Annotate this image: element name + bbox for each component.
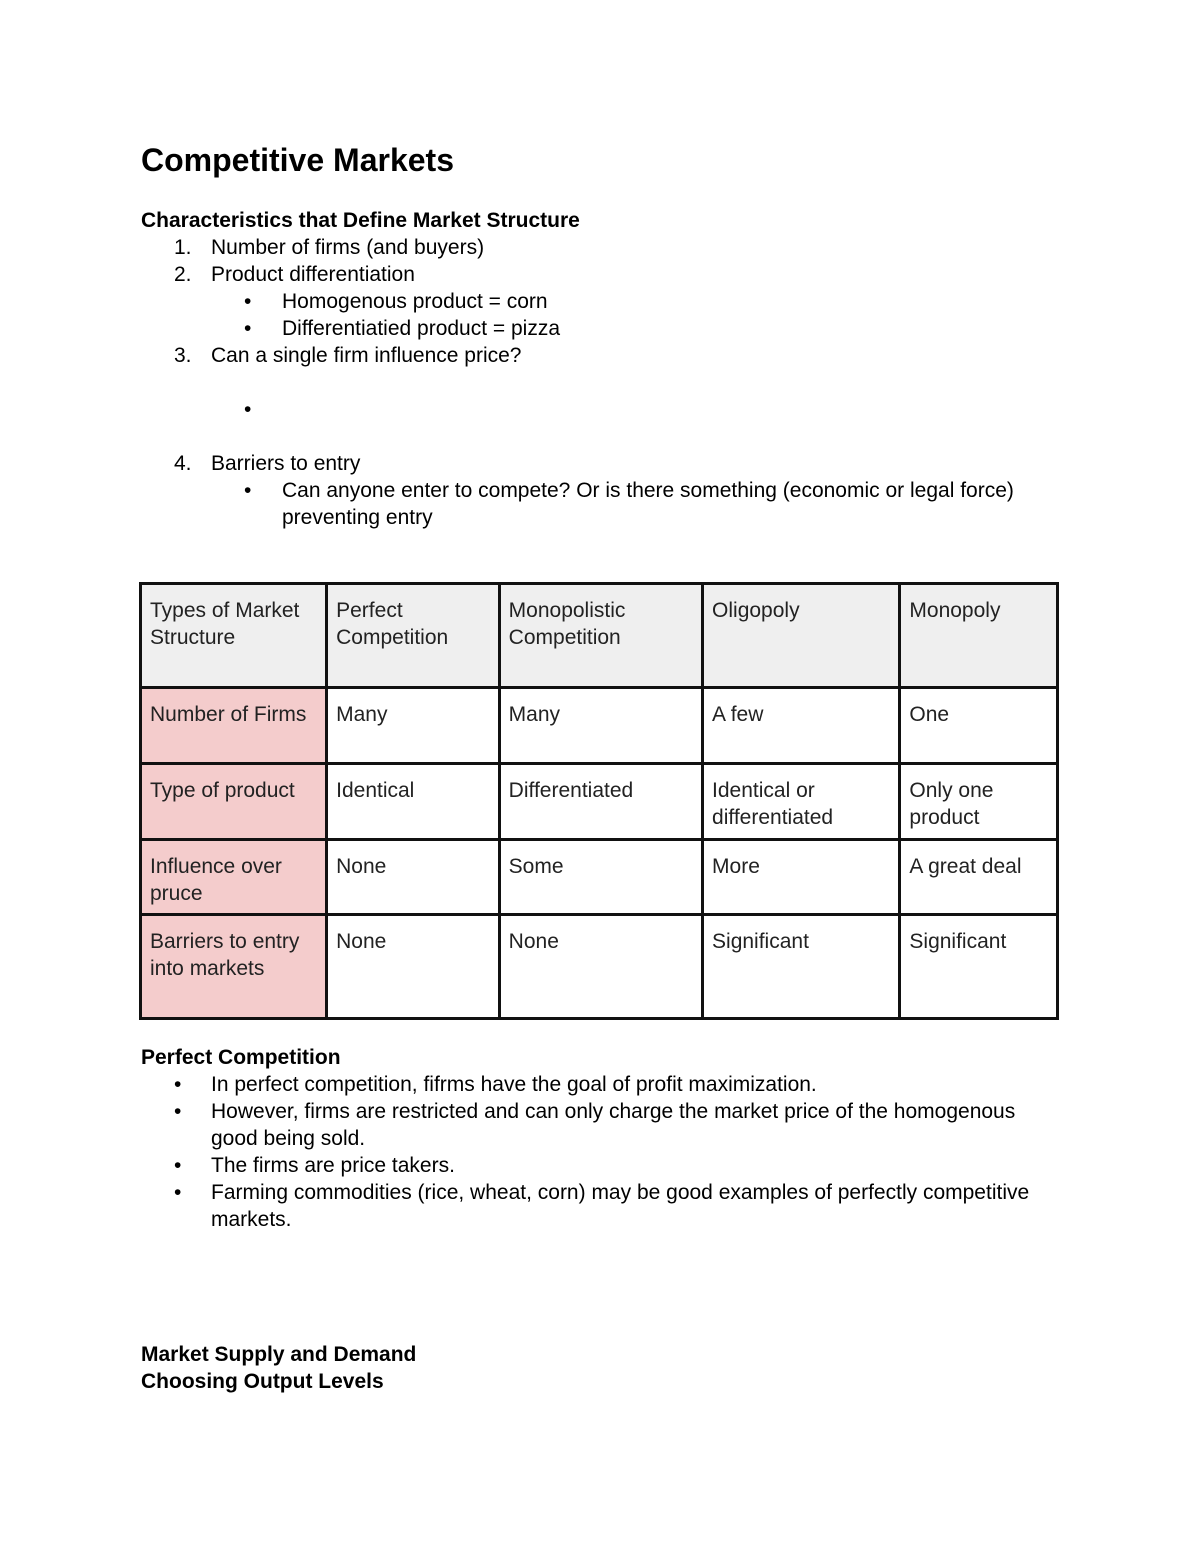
perfect-competition-section	[141, 1044, 1061, 1233]
table-cell: Only one product	[900, 764, 1058, 840]
list-item-text: However, firms are restricted and can only charge the market price of the homogenous good being sold.	[211, 1100, 1016, 1150]
sub-list-item-text: Differentiatied product = pizza	[282, 317, 561, 340]
sub-list-item	[141, 288, 1061, 315]
table-header-cell: Perfect Competition	[327, 584, 500, 688]
table-row-header: Number of Firms	[141, 688, 327, 764]
characteristics-heading: Characteristics that Define Market Structure	[141, 209, 580, 232]
table-cell: Many	[327, 688, 500, 764]
table-row	[141, 688, 1058, 764]
list-item-text: The firms are price takers.	[211, 1154, 455, 1177]
supply-demand-section	[141, 1341, 416, 1395]
perfect-competition-heading: Perfect Competition	[141, 1046, 341, 1069]
table-cell: Identical or differentiated	[703, 764, 900, 840]
sub-list-item-text: Homogenous product = corn	[282, 290, 548, 313]
table-row-header: Influence over pruce	[141, 840, 327, 915]
sub-list-item	[141, 477, 1061, 531]
table-header-row	[141, 584, 1058, 688]
table-cell: Significant	[900, 915, 1058, 1019]
sub-list-item	[141, 396, 1061, 423]
table-header-cell: Types of Market Structure	[141, 584, 327, 688]
table-cell: Identical	[327, 764, 500, 840]
table-cell: Differentiated	[499, 764, 702, 840]
list-item	[141, 261, 1061, 288]
bullet-icon: •	[244, 398, 252, 421]
list-item-text: Barriers to entry	[211, 452, 361, 475]
table-cell: A few	[703, 688, 900, 764]
table-header-cell: Monopoly	[900, 584, 1058, 688]
sub-list-item-text: Can anyone enter to compete? Or is there something (economic or legal force) preventing entry	[282, 479, 1014, 529]
table-header-cell: Oligopoly	[703, 584, 900, 688]
output-levels-heading: Choosing Output Levels	[141, 1370, 384, 1393]
list-number: 4.	[174, 452, 192, 475]
bullet-icon: •	[174, 1073, 182, 1096]
table-row	[141, 915, 1058, 1019]
list-item-text: Product differentiation	[211, 263, 415, 286]
list-item	[141, 450, 1061, 477]
list-number: 3.	[174, 344, 192, 367]
bullet-icon: •	[244, 317, 252, 340]
bullet-icon: •	[244, 290, 252, 313]
table-row-header: Type of product	[141, 764, 327, 840]
list-item	[141, 1071, 1061, 1098]
table-row-header: Barriers to entry into markets	[141, 915, 327, 1019]
bullet-icon: •	[174, 1100, 182, 1123]
list-number: 2.	[174, 263, 192, 286]
table-cell: More	[703, 840, 900, 915]
bullet-icon: •	[174, 1181, 182, 1204]
supply-demand-heading: Market Supply and Demand	[141, 1343, 417, 1366]
list-number: 1.	[174, 236, 192, 259]
page-title: Competitive Markets	[141, 142, 454, 178]
table-cell: None	[327, 840, 500, 915]
list-item	[141, 342, 1061, 369]
bullet-icon: •	[244, 479, 252, 502]
list-item	[141, 1152, 1061, 1179]
list-item	[141, 234, 1061, 261]
characteristics-section	[141, 207, 1061, 531]
list-item	[141, 1098, 1061, 1152]
table-row	[141, 764, 1058, 840]
table-cell: Significant	[703, 915, 900, 1019]
table-row	[141, 840, 1058, 915]
market-structure-table	[139, 582, 1059, 1020]
list-item	[141, 1179, 1061, 1233]
table-cell: None	[327, 915, 500, 1019]
table-cell: One	[900, 688, 1058, 764]
table-header-cell: Monopolistic Competition	[499, 584, 702, 688]
list-item-text: Can a single firm influence price?	[211, 344, 522, 367]
bullet-icon: •	[174, 1154, 182, 1177]
list-item-text: In perfect competition, fifrms have the goal of profit maximization.	[211, 1073, 817, 1096]
list-item-text: Farming commodities (rice, wheat, corn) may be good examples of perfectly competitive markets.	[211, 1181, 1030, 1231]
list-item-text: Number of firms (and buyers)	[211, 236, 485, 259]
table-cell: A great deal	[900, 840, 1058, 915]
table-cell: Many	[499, 688, 702, 764]
table-cell: None	[499, 915, 702, 1019]
sub-list-item	[141, 315, 1061, 342]
table-cell: Some	[499, 840, 702, 915]
